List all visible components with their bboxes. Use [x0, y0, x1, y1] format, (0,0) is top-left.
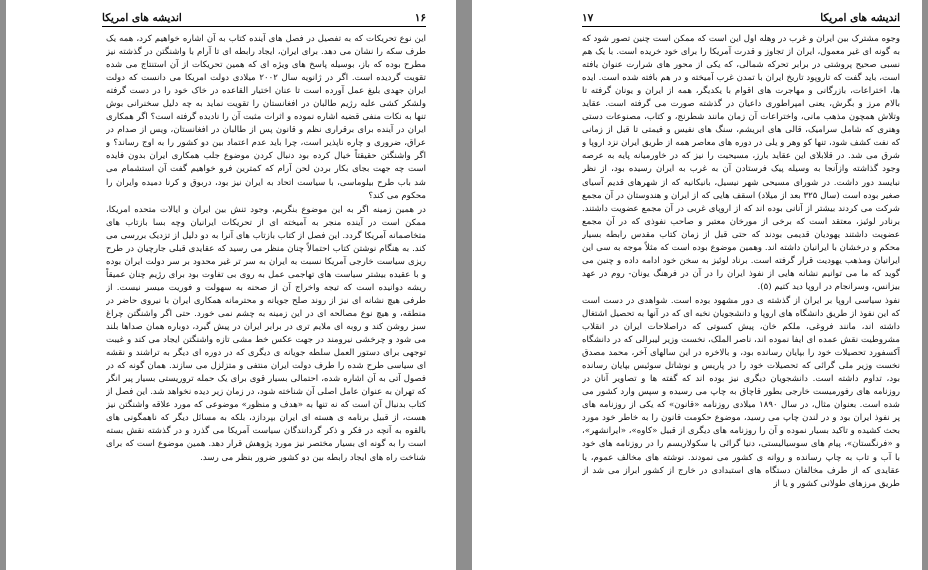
running-header	[102, 6, 426, 27]
paragraph: این نوع تحریکات که به تفصیل در فصل های آینده کتاب به آن اشاره خواهیم کرد، همه یک طرف سکه را نشان می دهد. برای ایران، ایجاد رابطه ای تا آرام با واشنگتن در گذشته نیز مطرح بوده که باز، بوسیله پاسخ های ویژه ای که همین تحریکات از آن استنتاج می شده تقویت گردیده است. اگر در ژانویه سال ۲۰۰۲ میلادی دولت امریکا می دانست که دولت ایران جهدی بلیغ عمل آورده است تا عنان اختیار القاعده در خاک خود را در دست گرفته ولشکر کشی علیه رژیم طالبان در افغانستان را تقویت نماید به چه دلیل سخنرانی بوش تنها به نکات منفی قضیه اشاره نموده و اثرات مثبت آن را نادیده گرفته است؟ اگر همکاری ایران در آینده برای برقراری نظم و قانون پس از طالبان در افغانستان، ویس از صدام در عراق، ضروری و چاره ناپذیر است، چرا باید عدم اعتماد بین دو کشور را به اوج رساند؟ و اگر واشنگتن حقیقتاً خیال کرده بود دنبال کردن موضوع جلب همکاری ایران بدون فایده است چه جهت بجای بکار بردن لحن آرام که کمترین فرو خواهیم گفت آن استشمام می شد باب طرح بیلوماسی، با سیاست اتحاد به ایران نیز بود، دربوق و کرنا دمیده وایران را محکوم می کند؟	[106, 34, 426, 201]
page-number: ۱۷	[582, 12, 594, 24]
left-page	[6, 0, 456, 570]
page-number: ۱۶	[414, 12, 426, 24]
page-body	[582, 33, 900, 566]
running-head-title: اندیشه های امریکا	[820, 12, 900, 24]
running-head-title: اندیشه های امریکا	[102, 12, 182, 24]
running-header	[582, 6, 900, 27]
paragraph: در همین زمینه اگر به این موضوع بنگریم، وجود تنش بین ایران و ایالات متحده امریکا، ممکن است در آینده منجر به آمیخته ای از تحریکات ایرانیان وچه بسا بازتاب های متخاصمانه آمریکا گردد. این فصل از کتاب بازتاب های آنرا به دو دلیل از تزدیک بررسی می کند. به هنگام نوشتن کتاب احتمالاً چنان منظر می رسید که عقایدی قبلی جارچیان در طرح ریزی سیاست خارجی آمریکا نسبت به ایران به سر تر غیر محدود بر سر دولت ایران بوده و با عقیده بیشتر سیاست های تهاجمی عمل به روی بی تفاوت بود برای رژیم چنان عمیقاً ریشه دوانیده است که تیجه واخراج آن از صحنه به سهولت و فوریت میسر نیست. از طرفی هیچ نشانه ای نیز از روند صلح جویانه و محترمانه همکاری ایران با نیروی حاضر در منطقه، و هیچ نوع مصالحه ای در این زمینه به چشم نمی خورد. حتی اگر واشنگتن چراغ سبز روشن کند و روبه ای ملایم تری در برابر ایران در پیش گیرد، دوباره همان صداها بلند می شود و چرخشی نیرومند در جهت عکس خط مشی تازه واشنگتن ایجاد می کند و غیبت توجهی برای دستور العمل سلطه جویانه ی دیگری که در دوره ای دیگر به تراشند و نقشه ای سیاسی طرح شده را طرف دولت ایران منتفی و متزلزل می سازند. همان گونه که در فصول آتی به آن اشاره شده، احتمالی بسیار قوی برای یک حمله تروریستی بسیار پیر انگر که تهران به عنوان عامل اصلی آن شناخته شود، در زمان زیر دیده نخواهد شد. این فصل از کتاب بدنبال آن است که نه تنها به «هدف و منظور» موضوعی که مورد علاقه واشنگتن نیز هست، از قبیل برنامه ی هسته ای ایران بپردازد، بلکه به مسائل دیگر که ناهمگونی های بالقوه به آنچه در فکر و ذکر گردانندگان سیاست آمریکا می گذرد و در گذشته نقش بسته است را به گونه ای بسیار مختصر نیز مورد پژوهش قرار دهد. همین موضوع است که برای شناخت راه های ایجاد رابطه بین دو کشور ضرور بنظر می رسد.	[106, 204, 426, 463]
paragraph: نفوذ سیاسی اروپا بر ایران از گذشته ی دور مشهود بوده است. شواهدی در دست است که این نفوذ از طریق دانشگاه های اروپا و دانشجویان نخبه ای که در آنها به تحصیل اشتغال داشته اند، مانند فروغی، ملکم خان، پیش کسوتی که دراصلاحات ایران در انقلاب مشروطیت نقش عمده ای ایفا نموده اند، ناصر الملک، نخست وزیر لیبرالی که در دانشگاه آکسفورد تحصیلات خود را بپایان رسانده بود، و بالاخره در این سالهای آخر، محمد مصدق نخست وزیر ملی گرائی که تحصیلات خود را در پاریس و نوشاتل سوئیس بپایان رسانده بود، تداوم داشته است. دانشجویان دیگری نیز بوده اند که گفته ها و تصاویر آنان در روزنامه های رفورمیست خارجی بطور قاچاق به چاپ می رسیده و سپس وارد کشور می شده است. بعنوان مثال، در سال ۱۸۹۰ میلادی روزنامه «قانون» که یکی از روزنامه های پر نفوذ ایران بود و در لندن چاپ می رسید، موضوع حکومت قانون را به خاطر خود مورد بحث کشیده و تاکید بسیار نموده و آن را روزنامه های دیگری از قبیل «کاوه»، «ایرانشهر»، و «فرنگستان»، پیام های سوسیالیستی، دنیا گرائی یا سکولاریسم را در روزنامه های خود با آب و تاب به چاپ رسانده و روانه ی کشور می نمودند. نوشته های مخالف عموم، یا عقایدی که از طرف مخالفان دستگاه های استبدادی در خارج از کشور ابراز می شد از طریق مرزهای طولانی کشور و یا از	[582, 295, 900, 489]
right-page	[472, 0, 922, 570]
paragraph: وجوه مشترک بین ایران و غرب در وهله اول این است که ممکن است چنین تصور شود که به گونه ای غیر معمول، ایران از تجاوز و قدرت آمریکا را برای خود خریده است. با یک هم نسبی صحیح پروشتی در برابر تحرکه شمالی، که یکی از محور های شرارت عنوان یافته است، باید گفت که تاروپود تاریخ ایران با تمدن غرب آمیخته و در هم بافته شده است. ایده ها، اختراعات، بازرگانی و مهاجرت های اقوام با یکدیگر، همه از ایران و یونان گرفته تا بالام مرز و بگرش، یعنی امپراطوری داعیان در گذشته صورت می گرفته است. عقاید وتلاش همچون مذهب مانی، واختراعات آن زمان مانند شطرنج، و کتاب، مصنوعات دستی وهنری که شامل سرامیک، قالی های ابریشم، سنگ های نفیس و قیمتی تا قبل از زمانی که نفت کشف شود، تنها کو وهر و یلی در دوره های معاصر همه از طریق ایران نزد اروپا و شرق می شد. در قلابلای این عقاید بارز، مسیحیت را نیز که در خاورمیانه پایه به عرصه وجود گذاشته وازآنجا به وسیله پیک فرستادن آن به غرب به ایران رسیده بود، از نظر نبایسد دور داشت. در شورای مسیحی شهر نیسیل، بانیکانیه که از شهرهای قدیم آسیای صغیر بوده است (سال ۳۲۵ بعد از میلاد) اسقف هایی که از ایران و هندوستان در آن مجمع شرکت می کردند بیشتر از آنانی بوده اند که از اروپای غربی در آن مجمع عضویت داشتند. برنادر لوئیز، معتقد است که برخی از مورخان معتبر و صاحب نفوذی که در آن مجمع عضویت داشتند یهودیان قدیمی بودند که حتی قبل از زمان کتاب مقدس رابطه بسیار محکم و درخشان با ایرانیان داشته اند. وهمین موضوع بوده است که مثلاً موجه به سی این ایرانیان ومذهب یهودیت قرار گرفته است. برناد لوئیز به سخن خود ادامه داده و چنین می گوید که ما می توانیم نشانه هایی از نفوذ ایران را در آن در فرهنگ یونان- روم در عهد بیزانس، وسرانجام در اروپا دید کتیم (۵).	[582, 34, 900, 292]
page-body	[106, 33, 426, 566]
